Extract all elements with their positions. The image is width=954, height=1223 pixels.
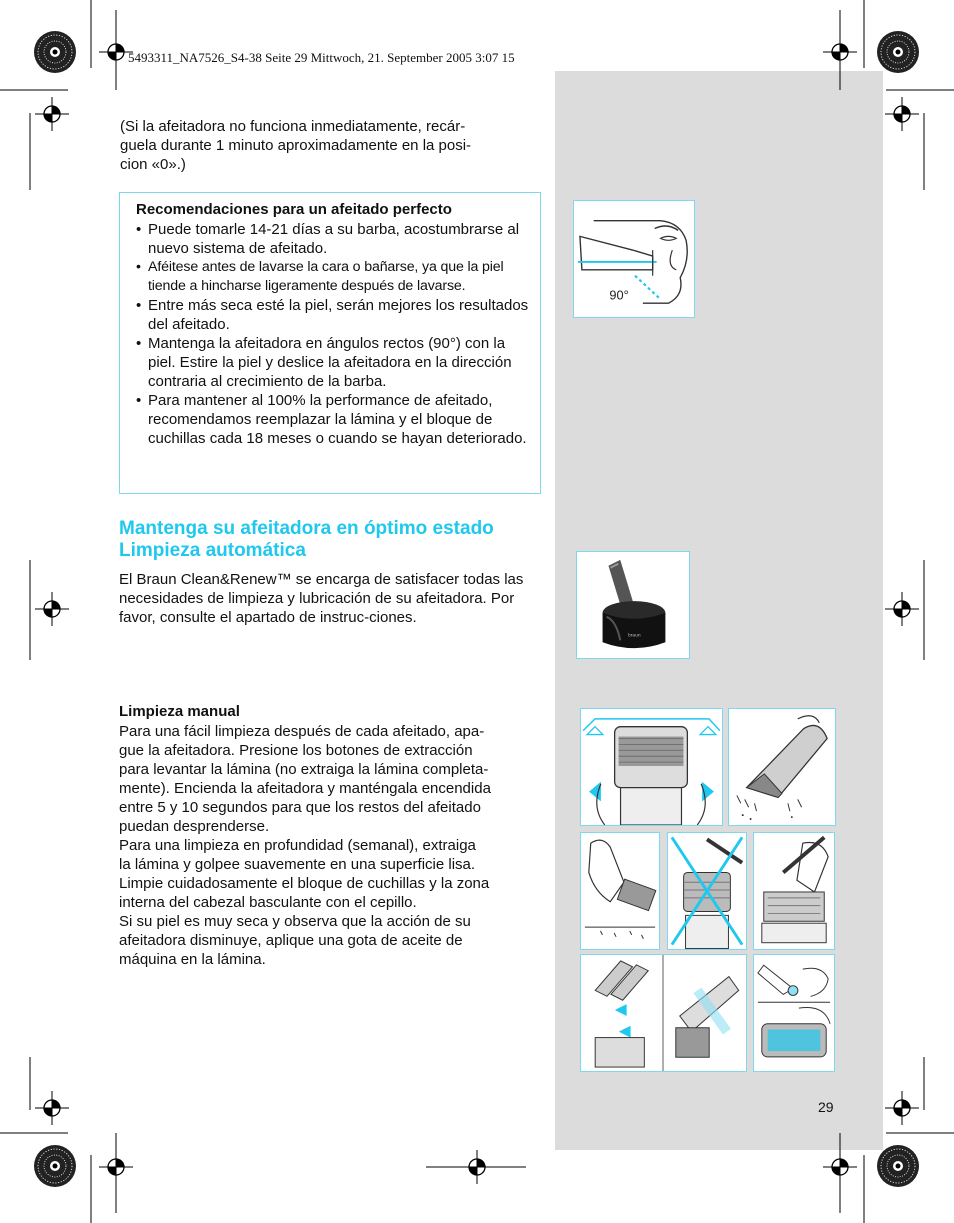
clean-renew-paragraph: El Braun Clean&Renew™ se encarga de satisfacer todas las necesidades de limpieza y lubricación de su afeitadora. Por favor, consulte el apartado de instruc-ciones. — [119, 571, 524, 626]
angle-label: 90° — [609, 287, 629, 303]
section-heading-line1: Mantenga su afeitadora en óptimo estado — [119, 518, 494, 539]
tip-item: • Para mantener al 100% la performance de afeitado, recomendamos reemplazar la lámina y el bloque de cuchillas cada 18 meses o cuando se hayan deteriorado. — [136, 391, 536, 448]
brush-cutter-block-illustration — [753, 832, 835, 950]
manual-cleaning-title: Limpieza manual — [119, 703, 240, 720]
oil-foil-illustration — [753, 954, 835, 1072]
manual-cleaning-paragraph: Para una fácil limpieza después de cada afeitado, apa- gue la afeitadora. Presione los botones de extracción para levantar la lámina (no extraiga la lámina completa- mente). Encienda la afeitadora y manténgala encendida entre 5 y 10 segundos para que los restos del afeitado puedan desprenderse. Para una limpieza en profundidad (semanal), extraiga la lámina y golpee suavemente en una superficie lisa. Limpie cuidadosamente el bloque de cuchillas y la zona interna del cabezal basculante con el cepillo. Si su piel es muy seca y observa que la acción de su afeitadora disminuye, aplique una gota de aceite de máquina en la lámina. — [119, 723, 491, 968]
clean-renew-station-photo — [576, 551, 690, 659]
page-number: 29 — [818, 1099, 834, 1115]
intro-paragraph: (Si la afeitadora no funciona inmediatamente, recár- guela durante 1 minuto aproximadamente en la posi- cion «0».) — [120, 118, 472, 173]
section-heading-line2: Limpieza automática — [119, 540, 306, 561]
cutter-block-removal-illustration — [580, 954, 747, 1072]
tap-out-illustration — [728, 708, 836, 826]
tip-item: • Puede tomarle 14-21 días a su barba, acostumbrarse al nuevo sistema de afeitado. — [136, 220, 536, 258]
do-not-clean-foil-illustration — [667, 832, 747, 950]
shaving-angle-illustration — [573, 200, 695, 318]
section-heading — [119, 518, 494, 562]
tips-title: Recomendaciones para un afeitado perfecto — [136, 201, 452, 218]
tip-item: • Entre más seca esté la piel, serán mejores los resultados del afeitado. — [136, 296, 536, 334]
tap-foil-illustration — [580, 832, 660, 950]
tip-item: • Mantenga la afeitadora en ángulos rectos (90°) con la piel. Estire la piel y deslice la afeitadora en la dirección contraria al crecimiento de la barba. — [136, 334, 536, 391]
release-buttons-illustration — [580, 708, 723, 826]
station-brand-label: braun — [628, 633, 641, 639]
print-slug: 5493311_NA7526_S4-38 Seite 29 Mittwoch, 21. September 2005 3:07 15 — [128, 50, 515, 65]
tip-item: • Aféitese antes de lavarse la cara o bañarse, ya que la piel tiende a hincharse ligeramente después de lavarse. — [136, 258, 536, 296]
tips-list — [136, 220, 536, 448]
